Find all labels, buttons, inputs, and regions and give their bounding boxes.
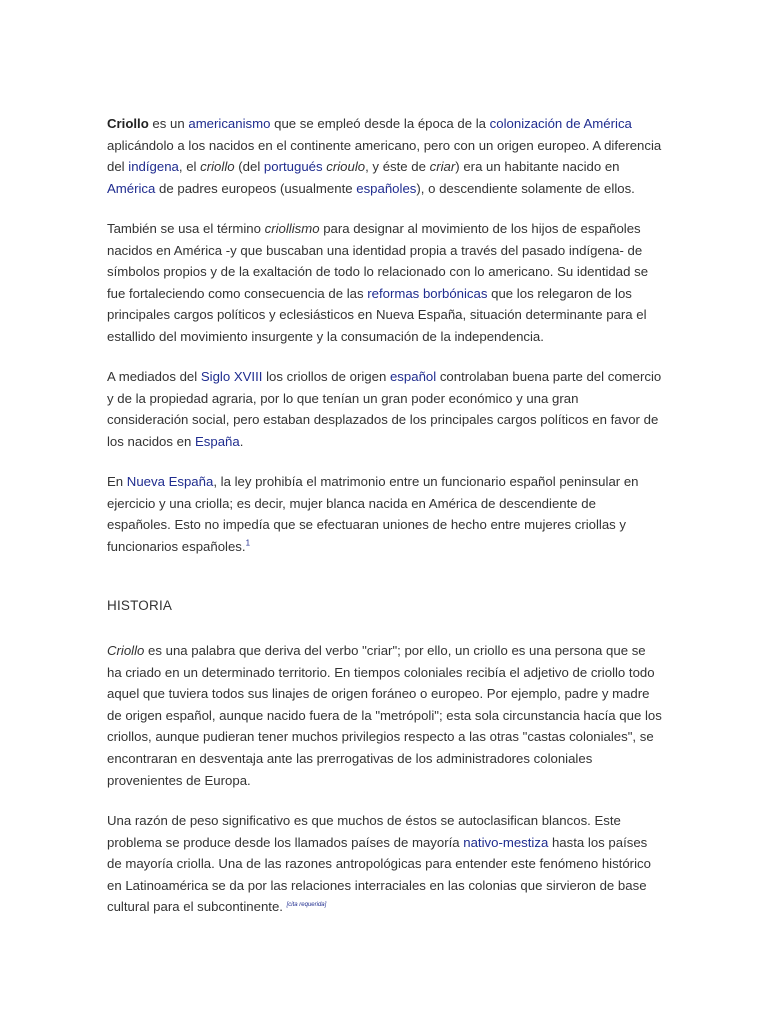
text: ), o descendiente solamente de ellos. <box>416 180 635 196</box>
text: aplicándolo a los nacidos en el continente americano, pero con un origen europeo. A diferencia del <box>107 137 662 175</box>
link-espanol[interactable]: español <box>389 369 437 384</box>
text: controlaban buena parte del comercio y de la propiedad agraria, por lo que tenían un gran poder económico y una gran consideración social, pero estaban desplazados de los principales cargos políticos en favor de los nacidos en <box>107 369 662 449</box>
paragraph-criollismo <box>107 218 663 348</box>
text: que se empleó desde la época de la <box>270 116 490 131</box>
text: En <box>107 474 127 489</box>
link-nueva-espana[interactable]: Nueva España <box>126 474 214 489</box>
italic-criollo: Criollo <box>107 643 145 658</box>
text: es una palabra que deriva del verbo "criar"; por ello, un criollo es una persona que se ha criado en un determinado territorio. En tiempos coloniales recibía el adjetivo de criollo todo aquel que tuviera todos sus linajes de origen foráneo o europeo. Por ejemplo, padre y madre de origen español, aunque nacido fuera de la "metrópoli"; esta sola circunstancia hacía que los criollos, aunque pudieran tener muchos privilegios respecto a las otras "castas coloniales", se encontraran en desventaja ante las prerrogativas de los administradores coloniales provenientes de Europa. <box>107 643 662 788</box>
paragraph-razon <box>107 810 663 918</box>
text: los criollos de origen <box>262 369 390 384</box>
text: que los relegaron de los principales cargos políticos y eclesiásticos en Nueva España, situación determinante para el estallido del movimiento insurgente y la consumación de la independencia. <box>107 285 647 344</box>
link-portugues[interactable]: portugués <box>263 159 323 175</box>
link-espana[interactable]: España <box>194 433 240 449</box>
italic-crioulo: crioulo <box>326 159 366 175</box>
paragraph-nueva-espana <box>107 471 663 557</box>
text: , y éste de <box>365 159 430 175</box>
text: es un <box>148 116 189 131</box>
section-heading-historia: HISTORIA <box>107 598 173 613</box>
text: , la ley prohibía el matrimonio entre un funcionario español peninsular en ejercicio y una criolla; es decir, mujer blanca nacida en América de descendiente de españoles. Esto no impedía que se efectuaran uniones de hecho entre mujeres criollas y funcionarios españoles. <box>107 474 639 554</box>
link-indigena[interactable]: indígena <box>128 159 179 175</box>
link-america[interactable]: América <box>107 180 156 196</box>
text: ) era un habitante nacido en <box>455 159 620 175</box>
link-nativo-mestiza[interactable]: nativo-mestiza <box>463 834 549 850</box>
text: (del <box>234 159 264 175</box>
text: También se usa el término <box>107 221 265 236</box>
link-americanismo[interactable]: americanismo <box>188 116 271 131</box>
link-espanoles[interactable]: españoles <box>356 180 417 196</box>
text: Una razón de peso significativo es que muchos de éstos se autoclasifican blancos. Este problema se produce desde los llamados países de mayoría <box>107 813 621 850</box>
link-reformas-borbonicas[interactable]: reformas borbónicas <box>367 285 488 301</box>
link-colonizacion-de-america[interactable]: colonización de América <box>489 116 632 131</box>
text: . <box>239 433 244 449</box>
italic-criollo: criollo <box>200 159 235 175</box>
link-siglo-xviii[interactable]: Siglo XVIII <box>200 369 263 384</box>
text: hasta los países de mayoría criolla. Una de las razones antropológicas para entender este fenómeno histórico en Latinoamérica se da por las relaciones interraciales en las colonias que sirvieron de base cultural para el subcontinente. <box>107 834 651 915</box>
text: para designar al movimiento de los hijos de españoles nacidos en América -y que buscaban una identidad propia a través del pasado indígena- de símbolos propios y de la exaltación de todo lo relacionado con lo americano. Su identidad se fue fortaleciendo como consecuencia de las <box>107 221 649 301</box>
paragraph-historia <box>107 640 663 791</box>
citation-needed[interactable]: [cita requerida] <box>286 902 327 909</box>
term-criollo: Criollo <box>107 116 149 131</box>
paragraph-siglo-xviii <box>107 366 663 452</box>
italic-criollismo: criollismo <box>264 221 320 236</box>
paragraph-intro <box>107 113 663 199</box>
text: A mediados del <box>107 369 201 384</box>
footnote-ref[interactable]: 1 <box>245 538 251 548</box>
italic-criar: criar <box>429 159 456 175</box>
text: , el <box>178 159 201 175</box>
text: de padres europeos (usualmente <box>155 180 357 196</box>
